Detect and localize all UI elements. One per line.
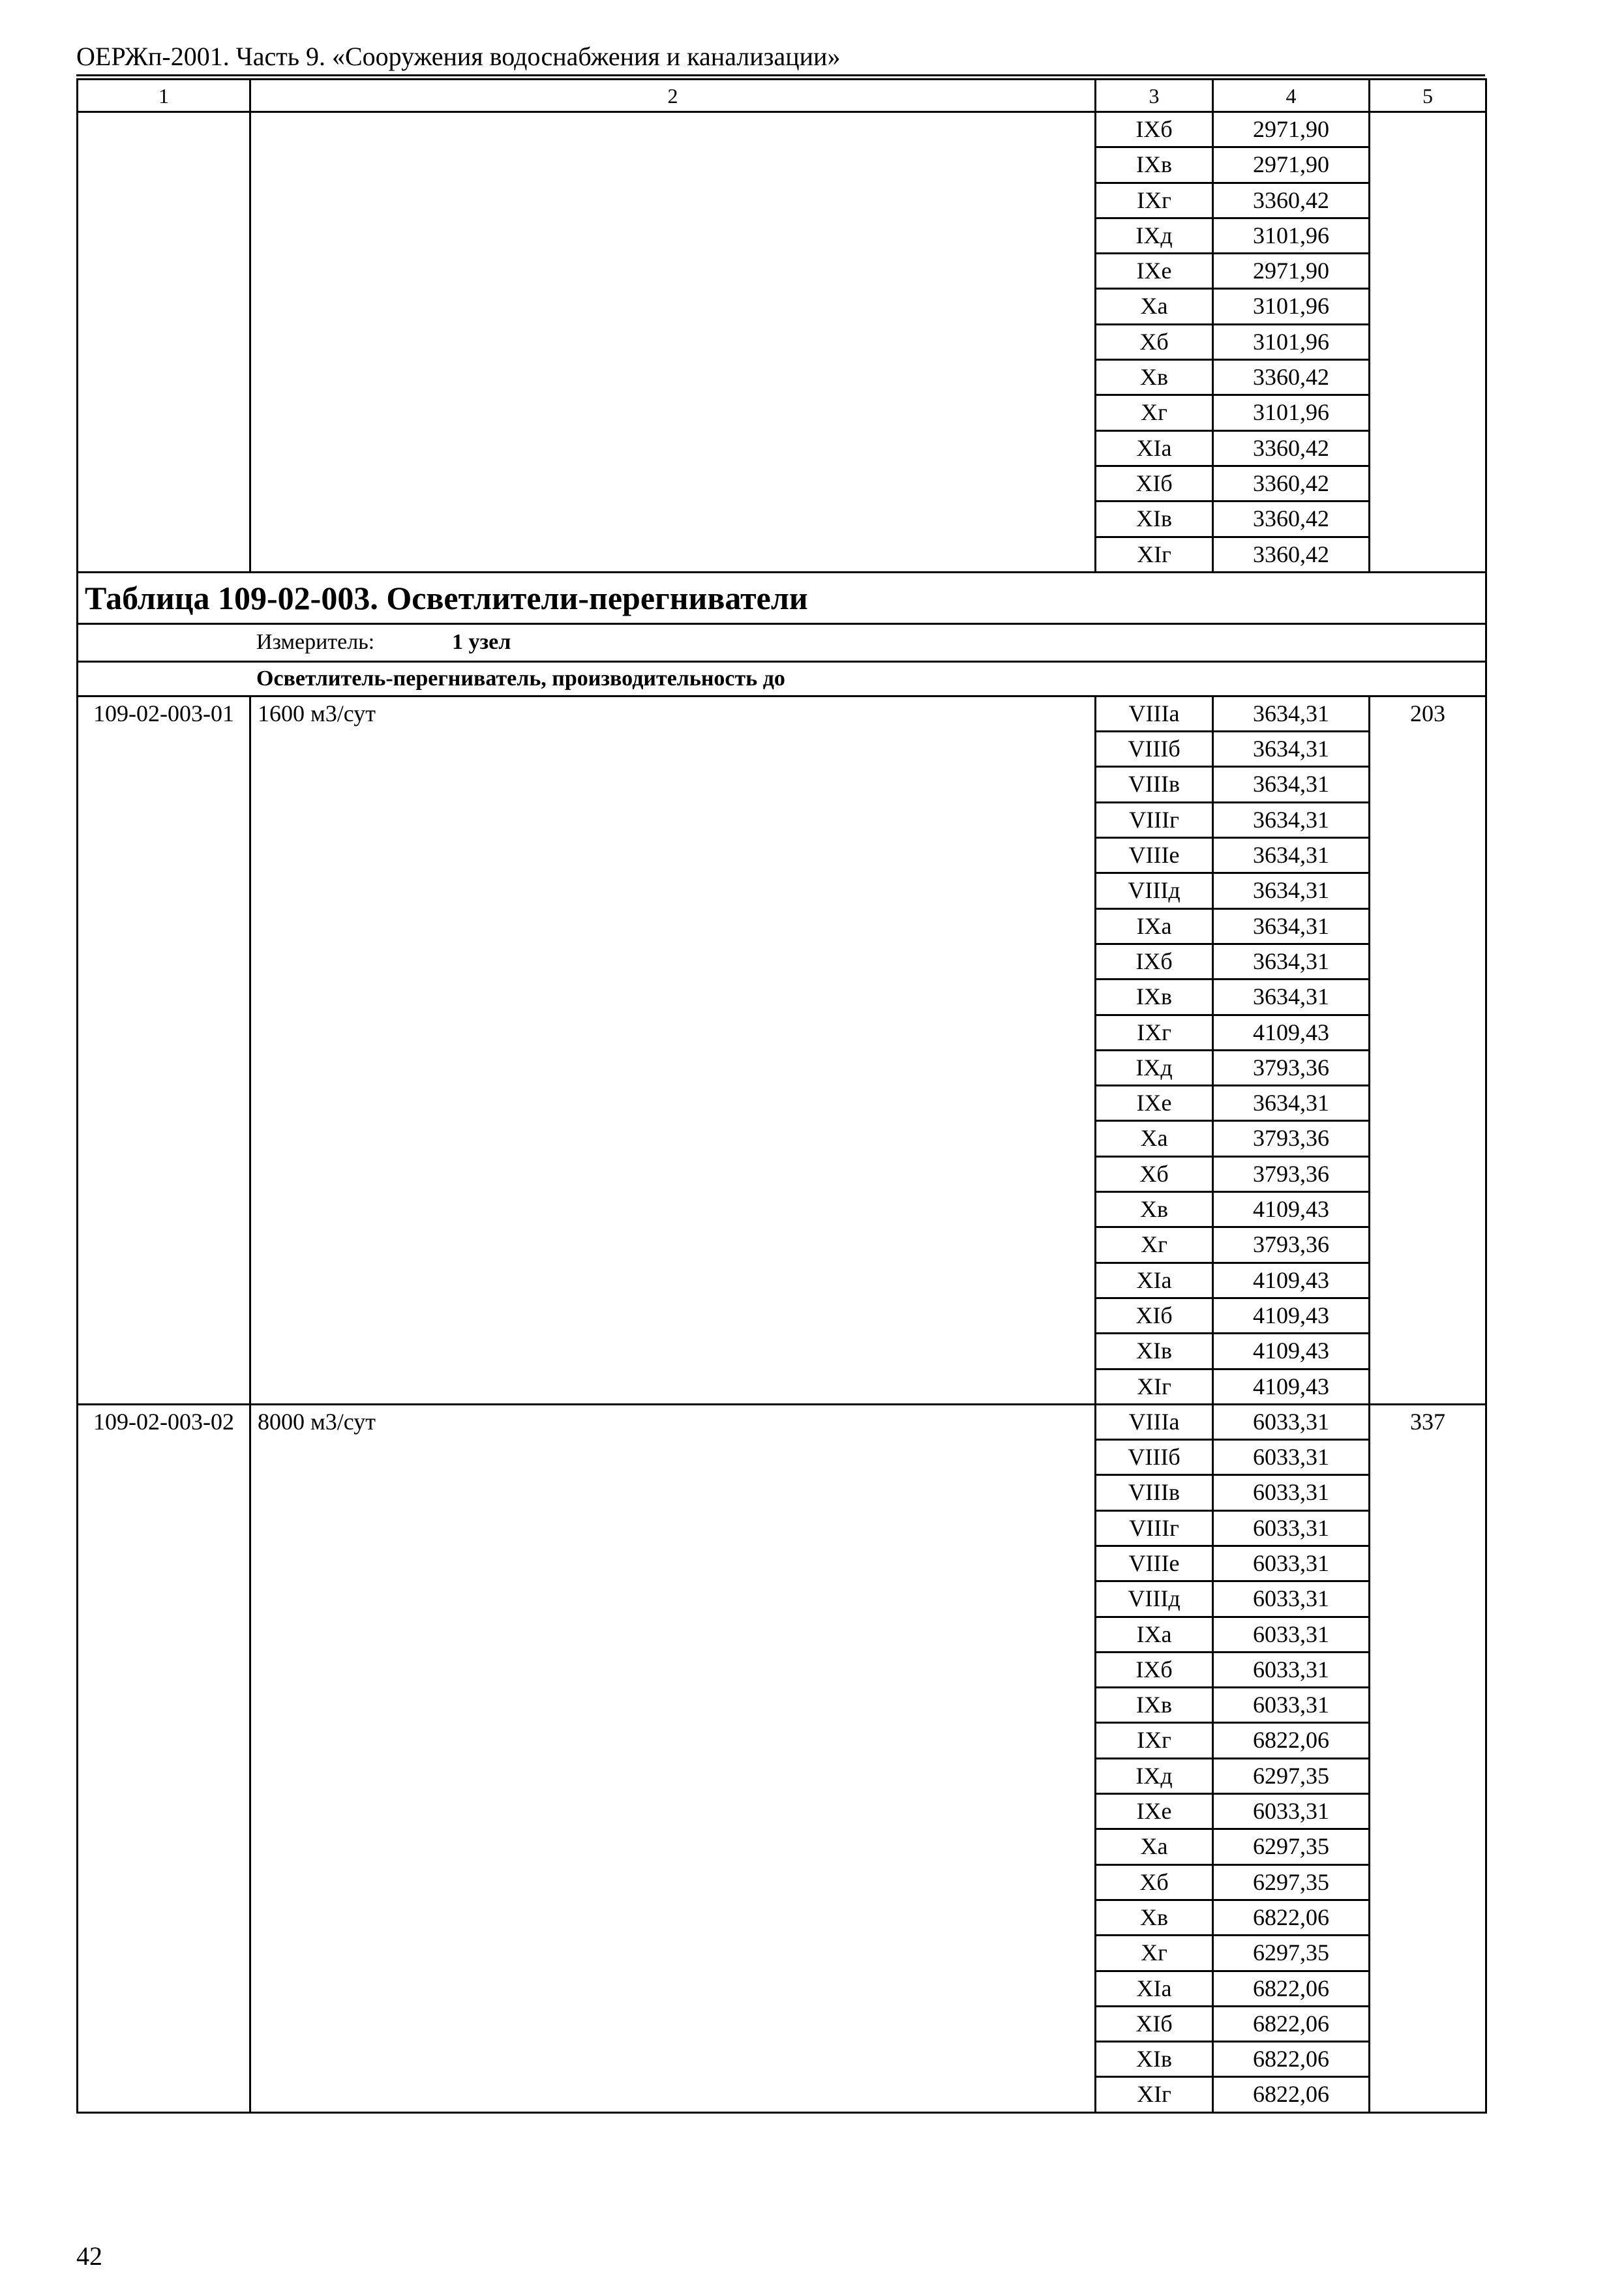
zone-cell: IXв bbox=[1096, 1688, 1213, 1723]
price-cell: 3793,36 bbox=[1213, 1050, 1370, 1085]
zone-cell: VIIIб bbox=[1096, 1440, 1213, 1475]
price-cell: 3101,96 bbox=[1213, 324, 1370, 359]
zone-cell: IXб bbox=[1096, 1652, 1213, 1687]
price-cell: 6033,31 bbox=[1213, 1688, 1370, 1723]
price-cell: 2971,90 bbox=[1213, 112, 1370, 147]
table-title: Таблица 109-02-003. Осветлители-перегниватели bbox=[78, 572, 1486, 623]
price-cell: 6297,35 bbox=[1213, 1829, 1370, 1864]
price-cell: 3101,96 bbox=[1213, 395, 1370, 430]
column-number: 2 bbox=[250, 80, 1096, 112]
table-row bbox=[78, 1404, 1486, 1439]
price-cell: 6033,31 bbox=[1213, 1652, 1370, 1687]
price-cell: 3793,36 bbox=[1213, 1121, 1370, 1156]
col5-cell: 337 bbox=[1370, 1404, 1486, 2112]
item-description-cell bbox=[250, 112, 1096, 573]
zone-cell: IXг bbox=[1096, 183, 1213, 218]
zone-cell: VIIIв bbox=[1096, 767, 1213, 802]
zone-cell: Xб bbox=[1096, 1864, 1213, 1900]
zone-cell: XIб bbox=[1096, 1298, 1213, 1333]
zone-cell: Xа bbox=[1096, 289, 1213, 324]
column-number: 3 bbox=[1096, 80, 1213, 112]
price-cell: 6822,06 bbox=[1213, 2077, 1370, 2112]
zone-cell: IXб bbox=[1096, 944, 1213, 979]
price-cell: 2971,90 bbox=[1213, 147, 1370, 183]
price-cell: 6033,31 bbox=[1213, 1617, 1370, 1652]
running-header: ОЕРЖп-2001. Часть 9. «Сооружения водоснабжения и канализации» bbox=[76, 40, 1485, 76]
zone-cell: XIг bbox=[1096, 1369, 1213, 1404]
price-cell: 3634,31 bbox=[1213, 980, 1370, 1015]
zone-cell: XIв bbox=[1096, 2042, 1213, 2077]
column-number: 5 bbox=[1370, 80, 1486, 112]
price-table-body bbox=[78, 80, 1486, 2113]
price-cell: 4109,43 bbox=[1213, 1369, 1370, 1404]
zone-cell: VIIIб bbox=[1096, 732, 1213, 767]
price-cell: 4109,43 bbox=[1213, 1263, 1370, 1298]
zone-cell: VIIIд bbox=[1096, 873, 1213, 908]
item-code-cell: 109-02-003-02 bbox=[78, 1404, 250, 2112]
col5-cell bbox=[1370, 112, 1486, 573]
unit-value: 1 узел bbox=[452, 630, 511, 655]
price-cell: 4109,43 bbox=[1213, 1298, 1370, 1333]
zone-cell: IXе bbox=[1096, 1794, 1213, 1829]
price-cell: 4109,43 bbox=[1213, 1015, 1370, 1050]
price-cell: 3634,31 bbox=[1213, 802, 1370, 837]
zone-cell: IXа bbox=[1096, 1617, 1213, 1652]
zone-cell: IXг bbox=[1096, 1723, 1213, 1758]
price-cell: 3793,36 bbox=[1213, 1227, 1370, 1263]
price-cell: 3634,31 bbox=[1213, 767, 1370, 802]
price-cell: 3360,42 bbox=[1213, 537, 1370, 572]
zone-cell: Xа bbox=[1096, 1829, 1213, 1864]
zone-cell: IXб bbox=[1096, 112, 1213, 147]
zone-cell: XIб bbox=[1096, 2006, 1213, 2041]
zone-cell: Xг bbox=[1096, 1936, 1213, 1971]
group-heading: Осветлитель-перегниватель, производительность до bbox=[78, 661, 1486, 696]
zone-cell: IXв bbox=[1096, 147, 1213, 183]
page-number: 42 bbox=[76, 2241, 102, 2271]
zone-cell: XIб bbox=[1096, 466, 1213, 501]
zone-cell: XIг bbox=[1096, 2077, 1213, 2112]
item-description-cell: 1600 м3/сут bbox=[250, 696, 1096, 1404]
price-cell: 6033,31 bbox=[1213, 1404, 1370, 1439]
price-cell: 6297,35 bbox=[1213, 1936, 1370, 1971]
zone-cell: VIIIг bbox=[1096, 1510, 1213, 1546]
price-cell: 3634,31 bbox=[1213, 944, 1370, 979]
group-row bbox=[78, 661, 1486, 696]
col5-cell: 203 bbox=[1370, 696, 1486, 1404]
price-cell: 6822,06 bbox=[1213, 1971, 1370, 2006]
price-cell: 6033,31 bbox=[1213, 1794, 1370, 1829]
price-cell: 3360,42 bbox=[1213, 360, 1370, 395]
price-cell: 3634,31 bbox=[1213, 1086, 1370, 1121]
zone-cell: Xа bbox=[1096, 1121, 1213, 1156]
item-code-cell bbox=[78, 112, 250, 573]
zone-cell: XIг bbox=[1096, 537, 1213, 572]
price-cell: 6822,06 bbox=[1213, 1900, 1370, 1935]
zone-cell: Xб bbox=[1096, 1156, 1213, 1191]
price-cell: 2971,90 bbox=[1213, 254, 1370, 289]
zone-cell: VIIIе bbox=[1096, 1546, 1213, 1581]
zone-cell: XIа bbox=[1096, 1263, 1213, 1298]
zone-cell: Xв bbox=[1096, 360, 1213, 395]
zone-cell: IXд bbox=[1096, 1758, 1213, 1793]
zone-cell: Xб bbox=[1096, 324, 1213, 359]
price-cell: 6033,31 bbox=[1213, 1475, 1370, 1510]
column-number: 4 bbox=[1213, 80, 1370, 112]
zone-cell: XIв bbox=[1096, 1334, 1213, 1369]
zone-cell: IXд bbox=[1096, 1050, 1213, 1085]
unit-cell bbox=[78, 623, 1486, 661]
zone-cell: IXе bbox=[1096, 254, 1213, 289]
unit-row bbox=[78, 623, 1486, 661]
unit-label: Измеритель: bbox=[256, 630, 375, 655]
price-cell: 3634,31 bbox=[1213, 908, 1370, 944]
price-cell: 6033,31 bbox=[1213, 1440, 1370, 1475]
price-cell: 3793,36 bbox=[1213, 1156, 1370, 1191]
price-cell: 3634,31 bbox=[1213, 732, 1370, 767]
price-cell: 6822,06 bbox=[1213, 1723, 1370, 1758]
price-cell: 3360,42 bbox=[1213, 430, 1370, 466]
column-numbers-row bbox=[78, 80, 1486, 112]
price-cell: 6822,06 bbox=[1213, 2006, 1370, 2041]
price-cell: 6297,35 bbox=[1213, 1758, 1370, 1793]
price-cell: 3101,96 bbox=[1213, 289, 1370, 324]
price-cell: 3634,31 bbox=[1213, 696, 1370, 731]
zone-cell: VIIIа bbox=[1096, 1404, 1213, 1439]
price-cell: 3360,42 bbox=[1213, 501, 1370, 537]
zone-cell: Xг bbox=[1096, 395, 1213, 430]
zone-cell: Xг bbox=[1096, 1227, 1213, 1263]
price-cell: 6033,31 bbox=[1213, 1546, 1370, 1581]
price-cell: 4109,43 bbox=[1213, 1192, 1370, 1227]
table-title-row bbox=[78, 572, 1486, 623]
zone-cell: XIа bbox=[1096, 430, 1213, 466]
price-cell: 6297,35 bbox=[1213, 1864, 1370, 1900]
price-cell: 3360,42 bbox=[1213, 183, 1370, 218]
zone-cell: VIIIд bbox=[1096, 1581, 1213, 1617]
price-cell: 6033,31 bbox=[1213, 1510, 1370, 1546]
zone-cell: VIIIе bbox=[1096, 838, 1213, 873]
price-cell: 3634,31 bbox=[1213, 838, 1370, 873]
price-cell: 3101,96 bbox=[1213, 218, 1370, 253]
column-number: 1 bbox=[78, 80, 250, 112]
zone-cell: XIв bbox=[1096, 501, 1213, 537]
price-table bbox=[76, 78, 1487, 2114]
zone-cell: Xв bbox=[1096, 1900, 1213, 1935]
zone-cell: VIIIа bbox=[1096, 696, 1213, 731]
zone-cell: IXд bbox=[1096, 218, 1213, 253]
item-code-cell: 109-02-003-01 bbox=[78, 696, 250, 1404]
table-row bbox=[78, 696, 1486, 731]
zone-cell: IXа bbox=[1096, 908, 1213, 944]
zone-cell: VIIIг bbox=[1096, 802, 1213, 837]
price-cell: 6033,31 bbox=[1213, 1581, 1370, 1617]
zone-cell: IXг bbox=[1096, 1015, 1213, 1050]
zone-cell: XIа bbox=[1096, 1971, 1213, 2006]
price-cell: 3634,31 bbox=[1213, 873, 1370, 908]
zone-cell: VIIIв bbox=[1096, 1475, 1213, 1510]
zone-cell: IXв bbox=[1096, 980, 1213, 1015]
table-row bbox=[78, 112, 1486, 147]
price-cell: 4109,43 bbox=[1213, 1334, 1370, 1369]
item-description-cell: 8000 м3/сут bbox=[250, 1404, 1096, 2112]
zone-cell: IXе bbox=[1096, 1086, 1213, 1121]
price-cell: 3360,42 bbox=[1213, 466, 1370, 501]
price-cell: 6822,06 bbox=[1213, 2042, 1370, 2077]
zone-cell: Xв bbox=[1096, 1192, 1213, 1227]
